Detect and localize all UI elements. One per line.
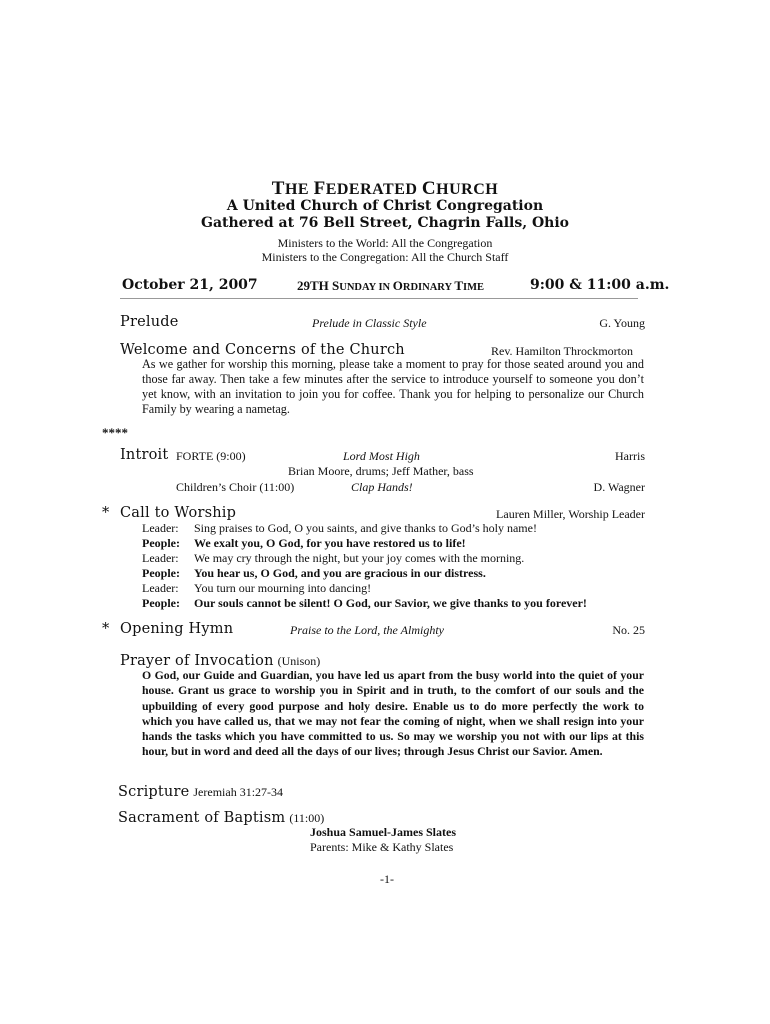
service-date: October 21, 2007	[122, 277, 258, 293]
prelude-heading: Prelude	[120, 314, 179, 330]
scripture-reference: Jeremiah 31:27-34	[193, 785, 284, 799]
hymn-star: *	[102, 621, 110, 637]
welcome-heading: Welcome and Concerns of the Church	[120, 342, 405, 358]
ministers-world: Ministers to the World: All the Congregation	[277, 236, 493, 250]
introit-composer-1: Harris	[615, 449, 645, 463]
introit-composer-2: D. Wagner	[593, 480, 645, 494]
welcome-text: As we gather for worship this morning, please take a moment to pray for those seated around you and those far away. Then take a few minutes after the service to introduce yourself to someone you don’t yet know, with an invitation to join you for coffee. Thank you for helping to personalize our Church Family by wearing a nametag.	[142, 357, 644, 417]
hymn-number: No. 25	[612, 623, 645, 637]
invocation-text: O God, our Guide and Guardian, you have led us apart from the busy world into the quiet of your house. Grant us grace to worship you in Spirit and in truth, to the comfort of our souls and the upbuilding of every good purpose and holy desire. Enable us to do more perfectly the work to which you have called us, that we may not fear the coming of night, when we shall resign into your hands the tasks which you have committed to us. So may we worship you not with our lips at this hour, but in word and deed all the days of our lives; through Jesus Christ our Savior. Amen.	[142, 668, 644, 759]
scripture-heading: Scripture	[118, 784, 190, 800]
prelude-title: Prelude in Classic Style	[312, 316, 427, 330]
baptism-note: (11:00)	[289, 811, 325, 825]
litany-line: People: Our souls cannot be silent! O God, our Savior, we give thanks to you forever!	[142, 596, 587, 610]
litany-line: People: We exalt you, O God, for you have restored us to life!	[142, 536, 466, 550]
baptism-parents: Parents: Mike & Kathy Slates	[310, 840, 454, 854]
hymn-heading: Opening Hymn	[120, 621, 234, 637]
prelude-composer: G. Young	[599, 316, 645, 330]
invocation-note: (Unison)	[277, 654, 321, 668]
baptism-name: Joshua Samuel-James Slates	[310, 825, 457, 839]
introit-heading: Introit	[120, 447, 169, 463]
subtitle: A United Church of Christ Congregation	[226, 198, 544, 214]
page-number: -1-	[380, 872, 394, 886]
invocation-heading: Prayer of Invocation	[120, 653, 274, 669]
scripture-line	[118, 783, 283, 801]
introit-title-1: Lord Most High	[343, 449, 420, 463]
baptism-line	[118, 809, 324, 827]
introit-forte: FORTE (9:00)	[176, 449, 246, 463]
address: Gathered at 76 Bell Street, Chagrin Falls, Ohio	[201, 215, 569, 231]
hymn-title: Praise to the Lord, the Almighty	[290, 623, 444, 637]
ministers-congregation: Ministers to the Congregation: All the Church Staff	[261, 250, 509, 264]
introit-choir: Children’s Choir (11:00)	[176, 480, 295, 494]
litany-line: Leader: We may cry through the night, but your joy comes with the morning.	[142, 551, 525, 565]
call-leader: Lauren Miller, Worship Leader	[496, 507, 645, 521]
service-times: 9:00 & 11:00 a.m.	[530, 277, 670, 293]
litany-line: Leader: Sing praises to God, O you saints, and give thanks to God’s holy name!	[142, 521, 537, 535]
call-heading: Call to Worship	[120, 505, 237, 521]
welcome-leader: Rev. Hamilton Throckmorton	[491, 344, 633, 358]
introit-musicians: Brian Moore, drums; Jeff Mather, bass	[288, 464, 474, 478]
introit-title-2: Clap Hands!	[351, 480, 413, 494]
church-name: THE FEDERATED CHURCH	[271, 178, 499, 199]
call-star: *	[102, 505, 110, 521]
liturgical-sunday: 29TH SUNDAY IN ORDINARY TIME	[297, 278, 484, 293]
divider	[120, 298, 638, 299]
baptism-heading: Sacrament of Baptism	[118, 810, 286, 826]
litany-line: Leader: You turn our mourning into dancing!	[142, 581, 372, 595]
litany-line: People: You hear us, O God, and you are gracious in our distress.	[142, 566, 486, 580]
stars-marker: ****	[102, 425, 128, 440]
